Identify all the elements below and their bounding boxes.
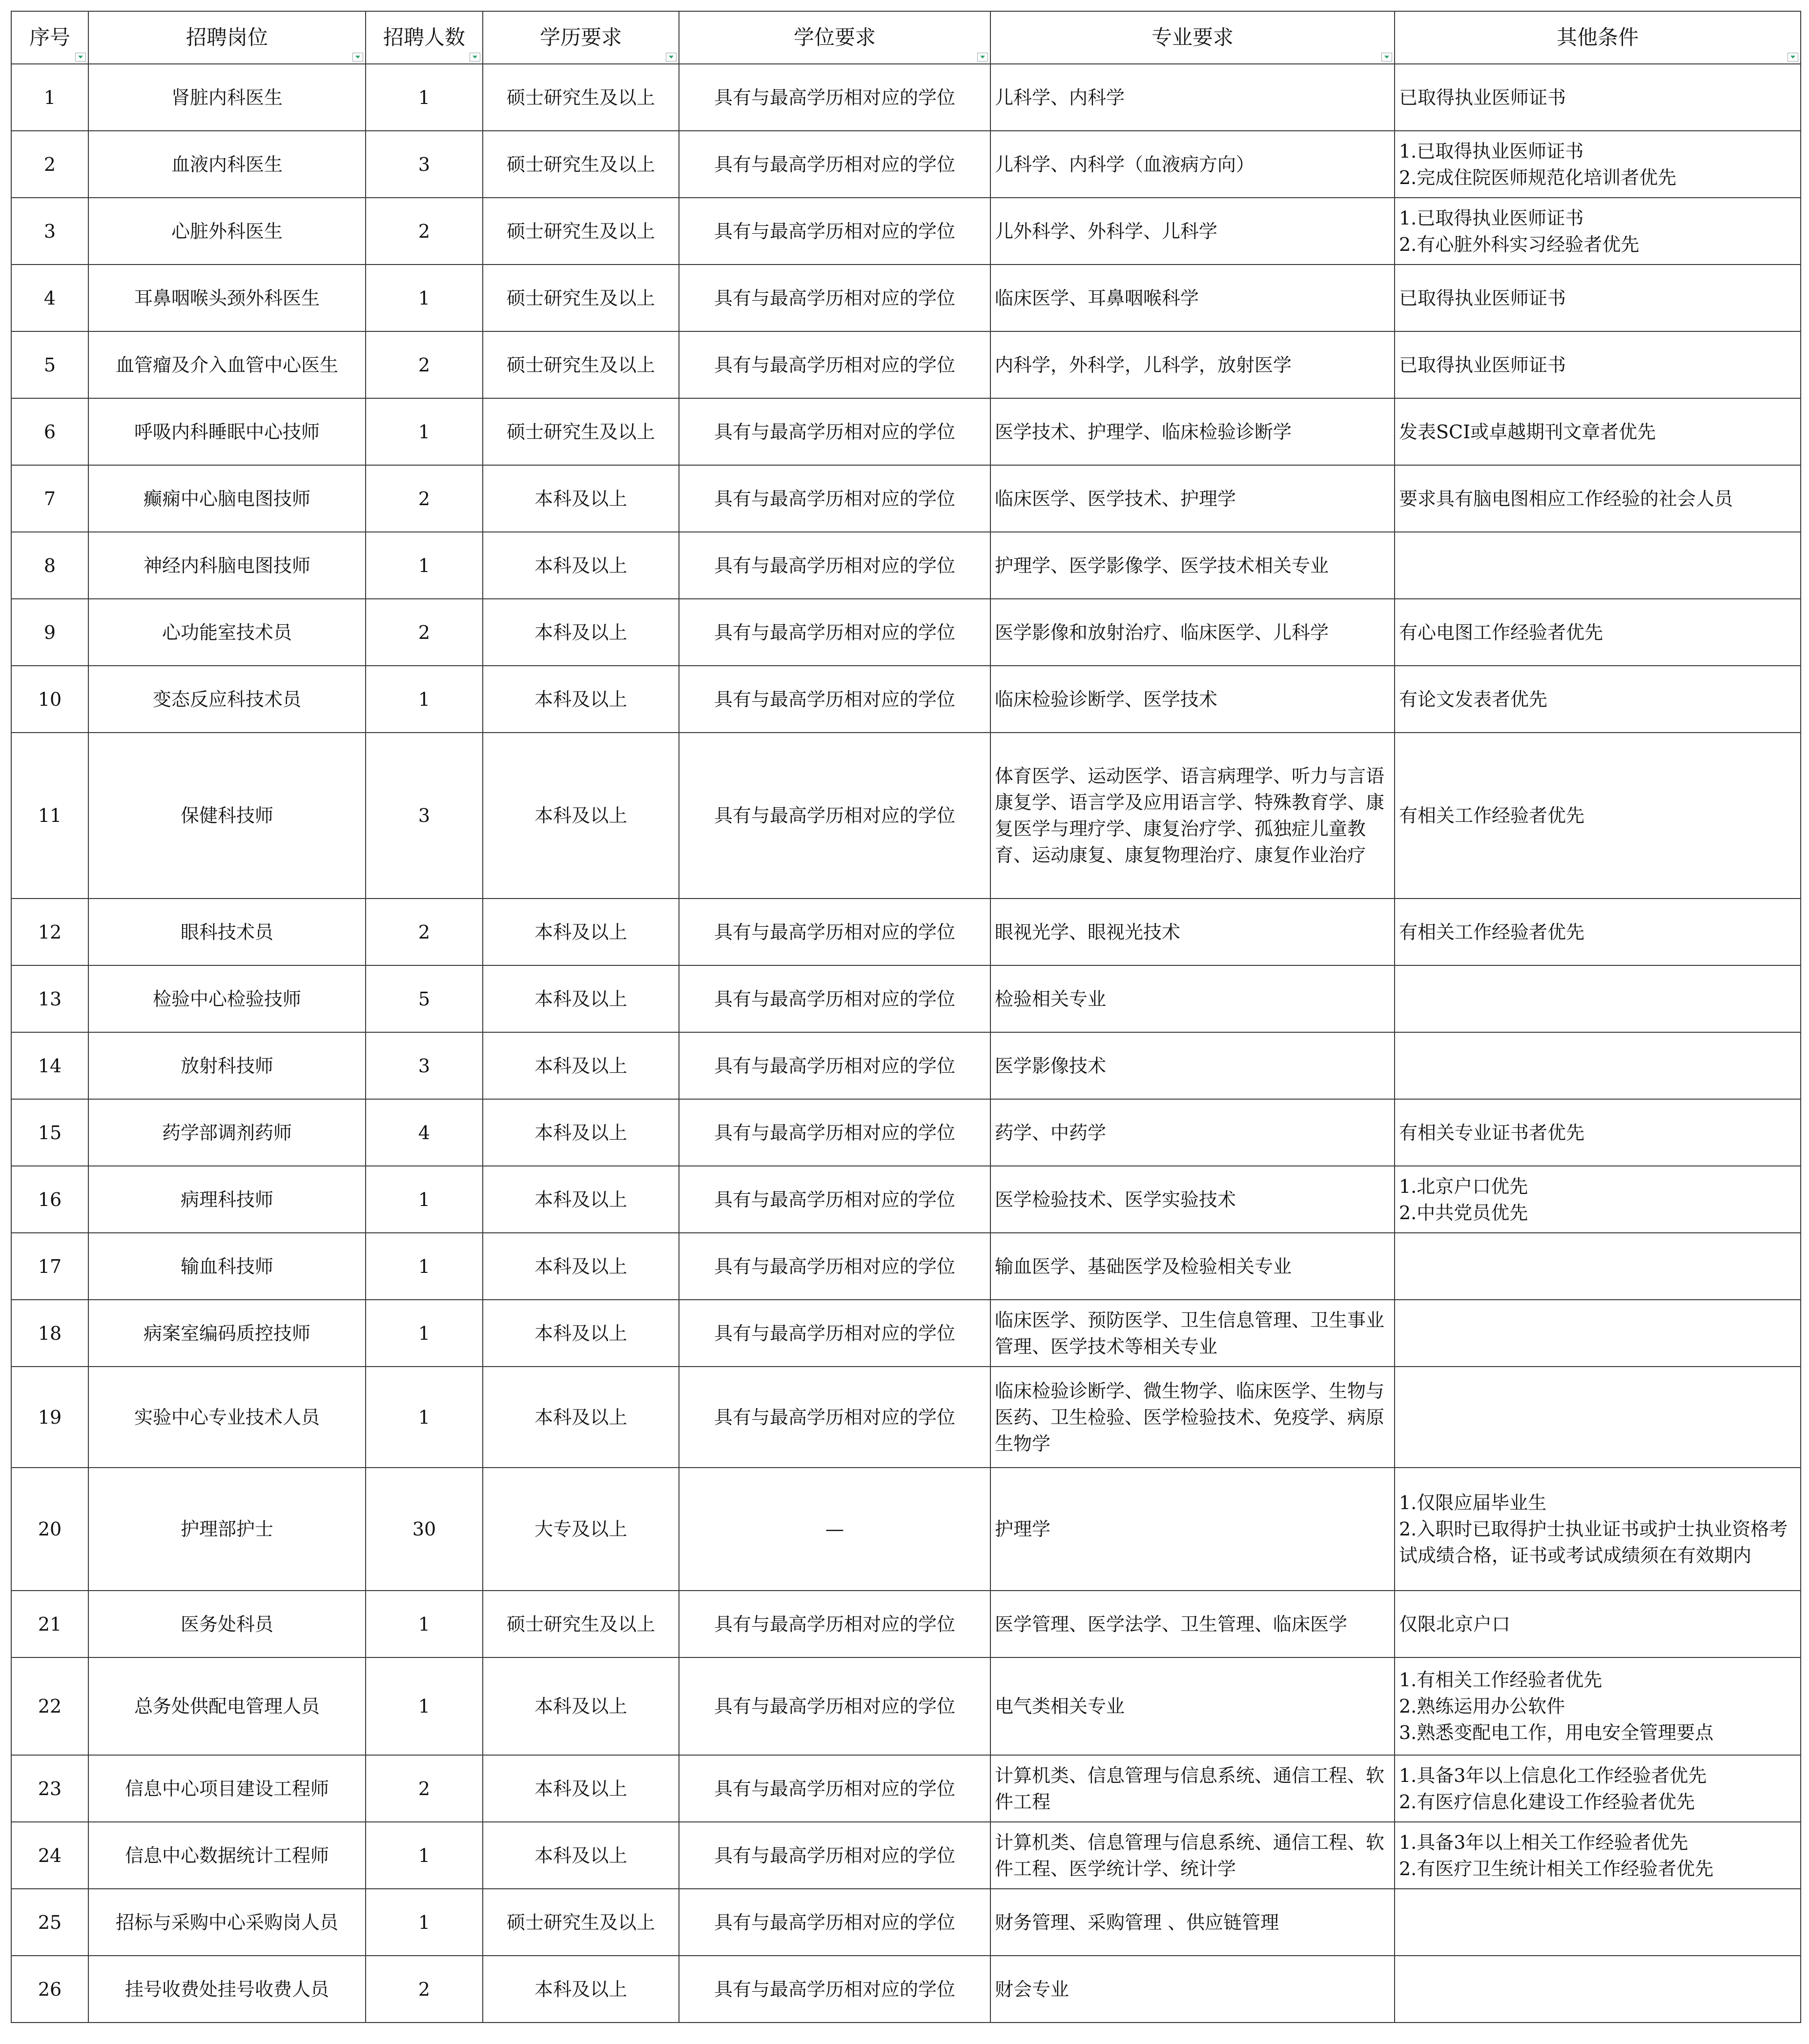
cell-position[interactable]: 挂号收费处挂号收费人员 — [88, 1956, 366, 2023]
cell-degree[interactable]: 具有与最高学历相对应的学位 — [679, 265, 990, 331]
cell-major[interactable]: 内科学，外科学，儿科学，放射医学 — [990, 331, 1395, 398]
cell-number[interactable]: 18 — [11, 1300, 88, 1367]
cell-count[interactable]: 1 — [366, 1822, 483, 1889]
cell-education[interactable]: 本科及以上 — [483, 1233, 679, 1300]
filter-dropdown-icon[interactable] — [666, 53, 677, 61]
cell-count[interactable]: 1 — [366, 265, 483, 331]
cell-major[interactable]: 电气类相关专业 — [990, 1657, 1395, 1755]
cell-education[interactable]: 本科及以上 — [483, 899, 679, 965]
cell-other[interactable]: 已取得执业医师证书 — [1395, 265, 1801, 331]
cell-other[interactable] — [1395, 965, 1801, 1032]
cell-education[interactable]: 本科及以上 — [483, 532, 679, 599]
cell-count[interactable]: 5 — [366, 965, 483, 1032]
cell-other[interactable]: 1.北京户口优先 2.中共党员优先 — [1395, 1166, 1801, 1233]
cell-position[interactable]: 血管瘤及介入血管中心医生 — [88, 331, 366, 398]
cell-number[interactable]: 12 — [11, 899, 88, 965]
table-body — [11, 64, 1801, 2023]
cell-education[interactable]: 硕士研究生及以上 — [483, 64, 679, 131]
cell-other[interactable]: 1.已取得执业医师证书 2.完成住院医师规范化培训者优先 — [1395, 131, 1801, 198]
table-row — [11, 899, 1801, 965]
cell-number[interactable]: 5 — [11, 331, 88, 398]
cell-degree[interactable]: 具有与最高学历相对应的学位 — [679, 733, 990, 899]
cell-degree[interactable]: 具有与最高学历相对应的学位 — [679, 1099, 990, 1166]
filter-dropdown-icon[interactable] — [977, 53, 988, 61]
column-header-label: 专业要求 — [1151, 25, 1233, 49]
cell-degree[interactable]: 具有与最高学历相对应的学位 — [679, 1889, 990, 1956]
column-header[interactable] — [1395, 11, 1801, 64]
cell-other[interactable] — [1395, 1032, 1801, 1099]
cell-number[interactable]: 2 — [11, 131, 88, 198]
cell-position[interactable]: 神经内科脑电图技师 — [88, 532, 366, 599]
filter-dropdown-icon[interactable] — [470, 53, 480, 61]
cell-number[interactable]: 4 — [11, 265, 88, 331]
cell-degree[interactable]: 具有与最高学历相对应的学位 — [679, 198, 990, 265]
cell-number[interactable]: 1 — [11, 64, 88, 131]
cell-major[interactable]: 药学、中药学 — [990, 1099, 1395, 1166]
cell-degree[interactable]: 具有与最高学历相对应的学位 — [679, 1956, 990, 2023]
cell-major[interactable]: 医学检验技术、医学实验技术 — [990, 1166, 1395, 1233]
cell-position[interactable]: 癫痫中心脑电图技师 — [88, 465, 366, 532]
column-header[interactable] — [483, 11, 679, 64]
cell-number[interactable]: 6 — [11, 398, 88, 465]
cell-education[interactable]: 硕士研究生及以上 — [483, 265, 679, 331]
table-row — [11, 1166, 1801, 1233]
cell-education[interactable]: 本科及以上 — [483, 1822, 679, 1889]
cell-major[interactable]: 临床医学、耳鼻咽喉科学 — [990, 265, 1395, 331]
column-header[interactable] — [88, 11, 366, 64]
cell-position[interactable]: 心功能室技术员 — [88, 599, 366, 666]
cell-education[interactable]: 本科及以上 — [483, 965, 679, 1032]
cell-education[interactable]: 本科及以上 — [483, 1032, 679, 1099]
cell-other[interactable]: 有心电图工作经验者优先 — [1395, 599, 1801, 666]
cell-position[interactable]: 检验中心检验技师 — [88, 965, 366, 1032]
cell-education[interactable]: 本科及以上 — [483, 1755, 679, 1822]
cell-degree[interactable]: 具有与最高学历相对应的学位 — [679, 1657, 990, 1755]
cell-number[interactable]: 16 — [11, 1166, 88, 1233]
cell-education[interactable]: 硕士研究生及以上 — [483, 131, 679, 198]
cell-education[interactable]: 硕士研究生及以上 — [483, 398, 679, 465]
cell-count[interactable]: 4 — [366, 1099, 483, 1166]
cell-count[interactable]: 1 — [366, 1889, 483, 1956]
cell-education[interactable]: 本科及以上 — [483, 599, 679, 666]
cell-number[interactable]: 13 — [11, 965, 88, 1032]
cell-position[interactable]: 总务处供配电管理人员 — [88, 1657, 366, 1755]
cell-position[interactable]: 变态反应科技术员 — [88, 666, 366, 733]
cell-number[interactable]: 15 — [11, 1099, 88, 1166]
table-row — [11, 131, 1801, 198]
cell-position[interactable]: 耳鼻咽喉头颈外科医生 — [88, 265, 366, 331]
cell-other[interactable]: 1.具备3年以上相关工作经验者优先 2.有医疗卫生统计相关工作经验者优先 — [1395, 1822, 1801, 1889]
cell-other[interactable]: 仅限北京户口 — [1395, 1591, 1801, 1657]
column-header-label: 学位要求 — [793, 25, 876, 49]
cell-major[interactable]: 医学管理、医学法学、卫生管理、临床医学 — [990, 1591, 1395, 1657]
table-row — [11, 666, 1801, 733]
table-row — [11, 198, 1801, 265]
cell-education[interactable]: 本科及以上 — [483, 1099, 679, 1166]
cell-major[interactable]: 医学影像和放射治疗、临床医学、儿科学 — [990, 599, 1395, 666]
cell-position[interactable]: 信息中心项目建设工程师 — [88, 1755, 366, 1822]
cell-education[interactable]: 本科及以上 — [483, 733, 679, 899]
cell-other[interactable]: 1.具备3年以上信息化工作经验者优先 2.有医疗信息化建设工作经验者优先 — [1395, 1755, 1801, 1822]
cell-number[interactable]: 24 — [11, 1822, 88, 1889]
table-row — [11, 1032, 1801, 1099]
cell-number[interactable]: 14 — [11, 1032, 88, 1099]
cell-number[interactable]: 17 — [11, 1233, 88, 1300]
table-row — [11, 1755, 1801, 1822]
column-header-label: 序号 — [29, 25, 70, 49]
cell-other[interactable] — [1395, 1956, 1801, 2023]
cell-other[interactable] — [1395, 1233, 1801, 1300]
cell-other[interactable]: 1.仅限应届毕业生 2.入职时已取得护士执业证书或护士执业资格考试成绩合格，证书或考试成绩须在有效期内 — [1395, 1468, 1801, 1591]
cell-position[interactable]: 医务处科员 — [88, 1591, 366, 1657]
table-row — [11, 265, 1801, 331]
cell-position[interactable]: 眼科技术员 — [88, 899, 366, 965]
column-header-label: 其他条件 — [1556, 25, 1639, 49]
cell-degree[interactable]: — — [679, 1468, 990, 1591]
table-row — [11, 733, 1801, 899]
cell-education[interactable]: 本科及以上 — [483, 1166, 679, 1233]
cell-other[interactable]: 已取得执业医师证书 — [1395, 331, 1801, 398]
cell-education[interactable]: 本科及以上 — [483, 465, 679, 532]
cell-education[interactable]: 本科及以上 — [483, 1367, 679, 1468]
table-row — [11, 1300, 1801, 1367]
cell-count[interactable]: 3 — [366, 1032, 483, 1099]
cell-count[interactable]: 2 — [366, 1956, 483, 2023]
cell-position[interactable]: 心脏外科医生 — [88, 198, 366, 265]
cell-count[interactable]: 1 — [366, 532, 483, 599]
cell-degree[interactable]: 具有与最高学历相对应的学位 — [679, 64, 990, 131]
cell-education[interactable]: 大专及以上 — [483, 1468, 679, 1591]
cell-degree[interactable]: 具有与最高学历相对应的学位 — [679, 1367, 990, 1468]
cell-count[interactable]: 1 — [366, 1233, 483, 1300]
cell-count[interactable]: 1 — [366, 1300, 483, 1367]
table-row — [11, 1233, 1801, 1300]
cell-major[interactable]: 护理学、医学影像学、医学技术相关专业 — [990, 532, 1395, 599]
filter-dropdown-icon[interactable] — [352, 53, 363, 61]
cell-number[interactable]: 9 — [11, 599, 88, 666]
table-row — [11, 1956, 1801, 2023]
cell-major[interactable]: 临床医学、预防医学、卫生信息管理、卫生事业管理、医学技术等相关专业 — [990, 1300, 1395, 1367]
cell-count[interactable]: 1 — [366, 1657, 483, 1755]
cell-major[interactable]: 医学影像技术 — [990, 1032, 1395, 1099]
cell-number[interactable]: 19 — [11, 1367, 88, 1468]
cell-number[interactable]: 3 — [11, 198, 88, 265]
cell-other[interactable]: 有相关专业证书者优先 — [1395, 1099, 1801, 1166]
cell-position[interactable]: 病案室编码质控技师 — [88, 1300, 366, 1367]
cell-other[interactable]: 有论文发表者优先 — [1395, 666, 1801, 733]
cell-other[interactable] — [1395, 1889, 1801, 1956]
cell-number[interactable]: 7 — [11, 465, 88, 532]
cell-major[interactable]: 儿科学、内科学 — [990, 64, 1395, 131]
filter-dropdown-icon[interactable] — [1788, 53, 1798, 61]
cell-major[interactable]: 儿外科学、外科学、儿科学 — [990, 198, 1395, 265]
cell-number[interactable]: 21 — [11, 1591, 88, 1657]
cell-position[interactable]: 药学部调剂药师 — [88, 1099, 366, 1166]
cell-major[interactable]: 体育医学、运动医学、语言病理学、听力与言语康复学、语言学及应用语言学、特殊教育学、康复医学与理疗学、康复治疗学、孤独症儿童教育、运动康复、康复物理治疗、康复作业治疗 — [990, 733, 1395, 899]
cell-position[interactable]: 信息中心数据统计工程师 — [88, 1822, 366, 1889]
column-header-label: 招聘岗位 — [185, 25, 268, 49]
cell-major[interactable]: 财会专业 — [990, 1956, 1395, 2023]
column-header[interactable] — [990, 11, 1395, 64]
cell-other[interactable]: 1.已取得执业医师证书 2.有心脏外科实习经验者优先 — [1395, 198, 1801, 265]
cell-count[interactable]: 1 — [366, 398, 483, 465]
cell-position[interactable]: 实验中心专业技术人员 — [88, 1367, 366, 1468]
cell-degree[interactable]: 具有与最高学历相对应的学位 — [679, 599, 990, 666]
table-row — [11, 398, 1801, 465]
cell-major[interactable]: 临床医学、医学技术、护理学 — [990, 465, 1395, 532]
cell-count[interactable]: 1 — [366, 1367, 483, 1468]
cell-other[interactable] — [1395, 1300, 1801, 1367]
cell-education[interactable]: 硕士研究生及以上 — [483, 198, 679, 265]
filter-dropdown-icon[interactable] — [75, 53, 86, 61]
cell-position[interactable]: 招标与采购中心采购岗人员 — [88, 1889, 366, 1956]
table-row — [11, 465, 1801, 532]
cell-number[interactable]: 26 — [11, 1956, 88, 2023]
cell-other[interactable]: 发表SCI或卓越期刊文章者优先 — [1395, 398, 1801, 465]
cell-position[interactable]: 放射科技师 — [88, 1032, 366, 1099]
cell-count[interactable]: 1 — [366, 64, 483, 131]
cell-count[interactable]: 3 — [366, 131, 483, 198]
cell-education[interactable]: 本科及以上 — [483, 1956, 679, 2023]
column-header[interactable] — [366, 11, 483, 64]
cell-other[interactable]: 有相关工作经验者优先 — [1395, 899, 1801, 965]
cell-major[interactable]: 护理学 — [990, 1468, 1395, 1591]
table-row — [11, 1889, 1801, 1956]
recruitment-table — [11, 11, 1801, 2023]
cell-count[interactable]: 2 — [366, 331, 483, 398]
table-row — [11, 532, 1801, 599]
cell-position[interactable]: 输血科技师 — [88, 1233, 366, 1300]
cell-number[interactable]: 8 — [11, 532, 88, 599]
cell-position[interactable]: 肾脏内科医生 — [88, 64, 366, 131]
column-header-label: 招聘人数 — [383, 25, 465, 49]
cell-education[interactable]: 硕士研究生及以上 — [483, 1889, 679, 1956]
cell-count[interactable]: 2 — [366, 465, 483, 532]
cell-position[interactable]: 血液内科医生 — [88, 131, 366, 198]
cell-major[interactable]: 临床检验诊断学、医学技术 — [990, 666, 1395, 733]
table-row — [11, 1367, 1801, 1468]
table-row — [11, 599, 1801, 666]
cell-degree[interactable]: 具有与最高学历相对应的学位 — [679, 1591, 990, 1657]
cell-position[interactable]: 保健科技师 — [88, 733, 366, 899]
cell-count[interactable]: 2 — [366, 198, 483, 265]
table-row — [11, 1099, 1801, 1166]
cell-major[interactable]: 医学技术、护理学、临床检验诊断学 — [990, 398, 1395, 465]
cell-count[interactable]: 1 — [366, 666, 483, 733]
cell-degree[interactable]: 具有与最高学历相对应的学位 — [679, 331, 990, 398]
cell-education[interactable]: 硕士研究生及以上 — [483, 331, 679, 398]
cell-degree[interactable]: 具有与最高学历相对应的学位 — [679, 1166, 990, 1233]
column-header[interactable] — [11, 11, 88, 64]
cell-position[interactable]: 护理部护士 — [88, 1468, 366, 1591]
cell-count[interactable]: 30 — [366, 1468, 483, 1591]
cell-number[interactable]: 22 — [11, 1657, 88, 1755]
cell-degree[interactable]: 具有与最高学历相对应的学位 — [679, 965, 990, 1032]
cell-degree[interactable]: 具有与最高学历相对应的学位 — [679, 131, 990, 198]
cell-degree[interactable]: 具有与最高学历相对应的学位 — [679, 1300, 990, 1367]
cell-count[interactable]: 1 — [366, 1591, 483, 1657]
cell-number[interactable]: 11 — [11, 733, 88, 899]
cell-major[interactable]: 儿科学、内科学（血液病方向） — [990, 131, 1395, 198]
cell-education[interactable]: 本科及以上 — [483, 1300, 679, 1367]
cell-position[interactable]: 病理科技师 — [88, 1166, 366, 1233]
table-row — [11, 1822, 1801, 1889]
column-header[interactable] — [679, 11, 990, 64]
table-row — [11, 1657, 1801, 1755]
column-header-label: 学历要求 — [539, 25, 622, 49]
filter-dropdown-icon[interactable] — [1381, 53, 1392, 61]
cell-degree[interactable]: 具有与最高学历相对应的学位 — [679, 532, 990, 599]
cell-other[interactable]: 1.有相关工作经验者优先 2.熟练运用办公软件 3.熟悉变配电工作，用电安全管理要点 — [1395, 1657, 1801, 1755]
cell-other[interactable] — [1395, 1367, 1801, 1468]
cell-major[interactable]: 财务管理、采购管理 、供应链管理 — [990, 1889, 1395, 1956]
table-row — [11, 1591, 1801, 1657]
cell-degree[interactable]: 具有与最高学历相对应的学位 — [679, 1822, 990, 1889]
cell-other[interactable]: 要求具有脑电图相应工作经验的社会人员 — [1395, 465, 1801, 532]
cell-number[interactable]: 25 — [11, 1889, 88, 1956]
cell-degree[interactable]: 具有与最高学历相对应的学位 — [679, 1755, 990, 1822]
cell-major[interactable]: 检验相关专业 — [990, 965, 1395, 1032]
cell-degree[interactable]: 具有与最高学历相对应的学位 — [679, 666, 990, 733]
cell-degree[interactable]: 具有与最高学历相对应的学位 — [679, 899, 990, 965]
cell-count[interactable]: 2 — [366, 1755, 483, 1822]
cell-major[interactable]: 计算机类、信息管理与信息系统、通信工程、软件工程、医学统计学、统计学 — [990, 1822, 1395, 1889]
cell-education[interactable]: 本科及以上 — [483, 666, 679, 733]
cell-degree[interactable]: 具有与最高学历相对应的学位 — [679, 465, 990, 532]
table-row — [11, 1468, 1801, 1591]
cell-count[interactable]: 3 — [366, 733, 483, 899]
cell-major[interactable]: 计算机类、信息管理与信息系统、通信工程、软件工程 — [990, 1755, 1395, 1822]
cell-number[interactable]: 20 — [11, 1468, 88, 1591]
cell-education[interactable]: 本科及以上 — [483, 1657, 679, 1755]
cell-other[interactable]: 已取得执业医师证书 — [1395, 64, 1801, 131]
cell-degree[interactable]: 具有与最高学历相对应的学位 — [679, 1032, 990, 1099]
cell-number[interactable]: 23 — [11, 1755, 88, 1822]
cell-degree[interactable]: 具有与最高学历相对应的学位 — [679, 1233, 990, 1300]
cell-count[interactable]: 2 — [366, 899, 483, 965]
cell-major[interactable]: 输血医学、基础医学及检验相关专业 — [990, 1233, 1395, 1300]
table-row — [11, 965, 1801, 1032]
cell-number[interactable]: 10 — [11, 666, 88, 733]
cell-count[interactable]: 2 — [366, 599, 483, 666]
cell-degree[interactable]: 具有与最高学历相对应的学位 — [679, 398, 990, 465]
table-row — [11, 64, 1801, 131]
cell-other[interactable] — [1395, 532, 1801, 599]
cell-major[interactable]: 眼视光学、眼视光技术 — [990, 899, 1395, 965]
cell-position[interactable]: 呼吸内科睡眠中心技师 — [88, 398, 366, 465]
cell-education[interactable]: 硕士研究生及以上 — [483, 1591, 679, 1657]
table-row — [11, 331, 1801, 398]
cell-other[interactable]: 有相关工作经验者优先 — [1395, 733, 1801, 899]
cell-major[interactable]: 临床检验诊断学、微生物学、临床医学、生物与医药、卫生检验、医学检验技术、免疫学、病原生物学 — [990, 1367, 1395, 1468]
cell-count[interactable]: 1 — [366, 1166, 483, 1233]
header-row — [11, 11, 1801, 64]
